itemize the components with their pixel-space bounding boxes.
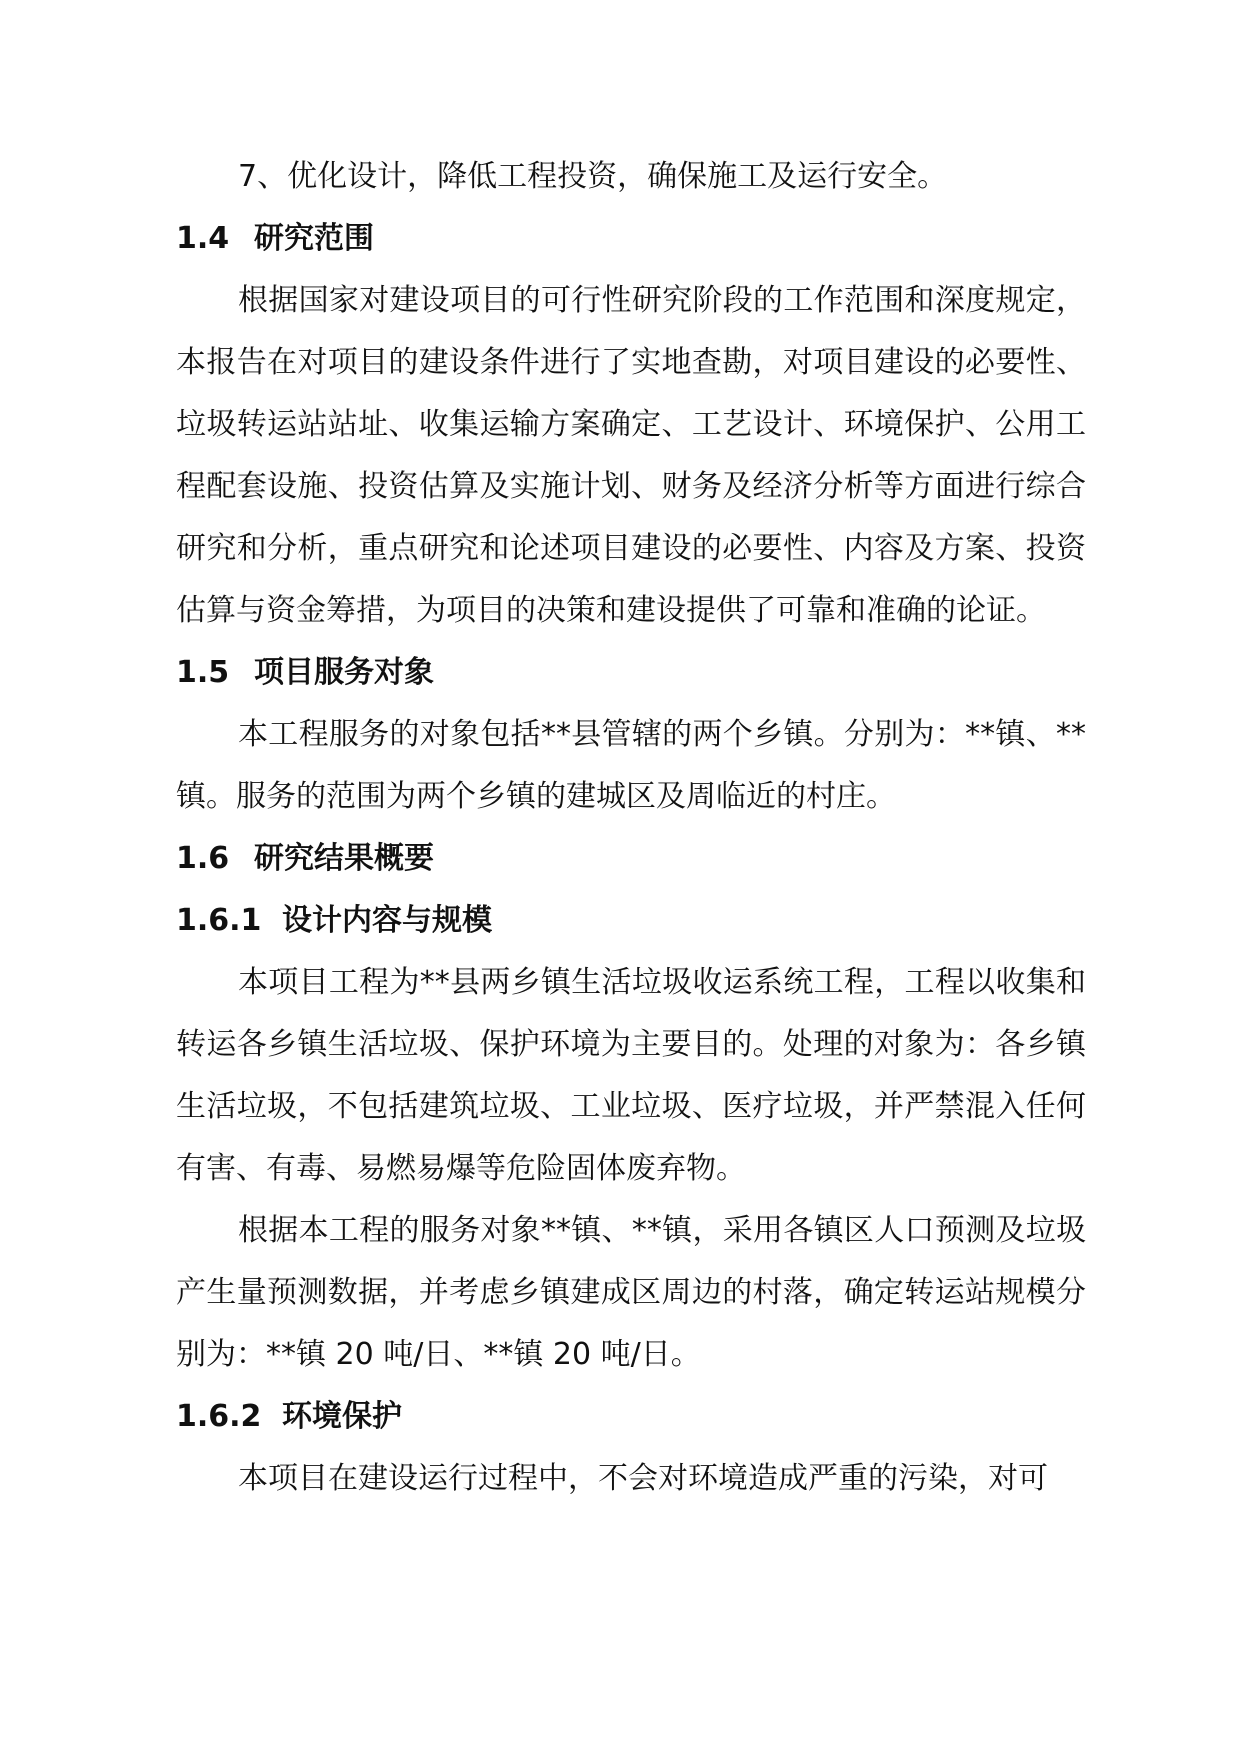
paragraph-research-scope: 根据国家对建设项目的可行性研究阶段的工作范围和深度规定，本报告在对项目的建设条件进行了实地查勘，对项目建设的必要性、垃圾转运站站址、收集运输方案确定、工艺设计、环境保护、公用工程配套设施、投资估算及实施计划、财务及经济分析等方面进行综合研究和分析，重点研究和论述项目建设的必要性、内容及方案、投资估算与资金筹措，为项目的决策和建设提供了可靠和准确的论证。	[176, 283, 1086, 628]
section-number: 1.5	[176, 655, 230, 690]
section-heading-1-5	[176, 642, 1086, 704]
section-number: 1.6.1	[176, 903, 262, 938]
document-page	[176, 158, 1086, 1510]
paragraph-design-content: 本项目工程为**县两乡镇生活垃圾收运系统工程，工程以收集和转运各乡镇生活垃圾、保护环境为主要目的。处理的对象为：各乡镇生活垃圾，不包括建筑垃圾、工业垃圾、医疗垃圾，并严禁混入任何有害、有毒、易燃易爆等危险固体废弃物。	[176, 965, 1086, 1186]
section-number: 1.6	[176, 841, 230, 876]
section-title: 设计内容与规模	[282, 903, 492, 938]
section-heading-1-4	[176, 208, 1086, 270]
section-title: 研究结果概要	[254, 841, 434, 876]
section-heading-1-6-2	[176, 1386, 1086, 1448]
paragraph-design-scale: 根据本工程的服务对象**镇、**镇，采用各镇区人口预测及垃圾产生量预测数据，并考虑乡镇建成区周边的村落，确定转运站规模分别为：**镇 20 吨/日、**镇 20 吨/日。	[176, 1213, 1086, 1372]
section-title: 项目服务对象	[254, 655, 434, 690]
paragraph-service-target: 本工程服务的对象包括**县管辖的两个乡镇。分别为：**镇、**镇。服务的范围为两个乡镇的建城区及周临近的村庄。	[176, 717, 1086, 814]
paragraph-environmental-protection: 本项目在建设运行过程中，不会对环境造成严重的污染，对可	[238, 1461, 1048, 1496]
section-number: 1.6.2	[176, 1399, 262, 1434]
section-heading-1-6-1	[176, 890, 1086, 952]
section-heading-1-6	[176, 828, 1086, 890]
section-title: 研究范围	[254, 221, 374, 256]
section-number: 1.4	[176, 221, 230, 256]
section-title: 环境保护	[282, 1399, 402, 1434]
paragraph-item-7: 7、优化设计，降低工程投资，确保施工及运行安全。	[238, 159, 948, 194]
